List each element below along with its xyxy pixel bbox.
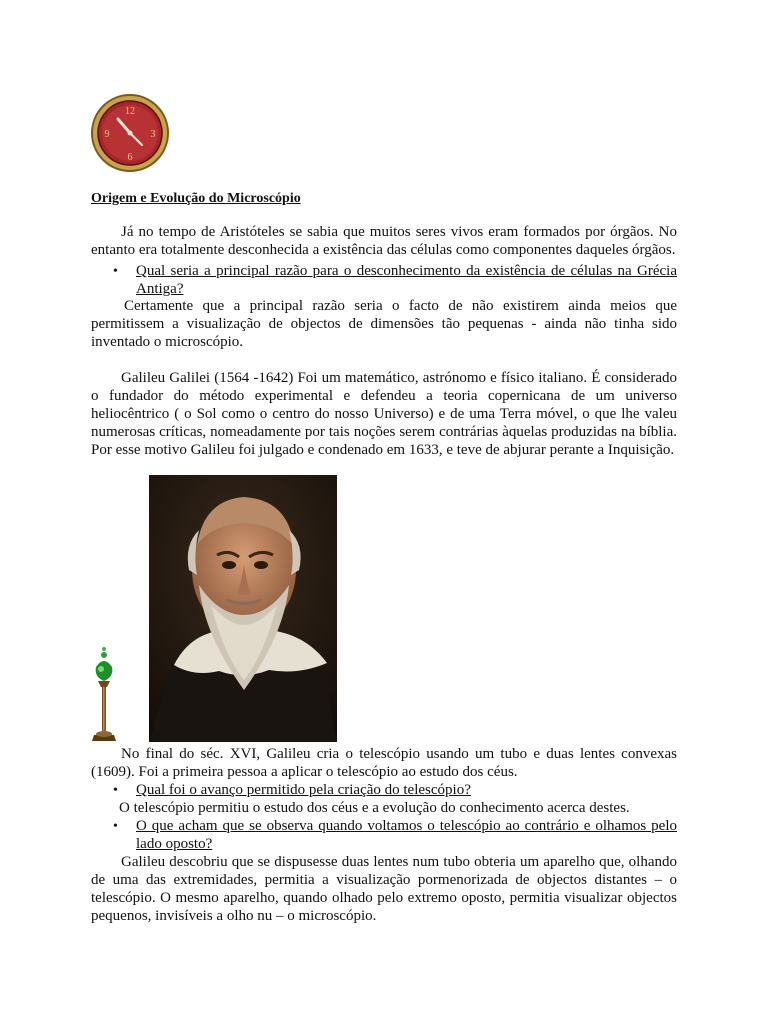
bullet-3: • <box>113 819 118 834</box>
paragraph-galileu: Galileu Galilei (1564 -1642) Foi um matemático, astrónomo e físico italiano. É considerado o fundador do método experimental e defendeu a teoria copernicana de um universo heliocêntrico ( o Sol como o centro do nosso Universo) e de uma Terra móvel, o que lhe valeu numerosas críticas, nomeadamente por tais noções serem contrárias àquelas produzidas na bíblia. Por esse motivo Galileu foi julgado e condenado em 1633, e teve de abjurar perante a Inquisição. <box>91 370 677 458</box>
clock-numeral-12: 12 <box>125 106 135 117</box>
question-oposto: O que acham que se observa quando voltamos o telescópio ao contrário e olhamos pelo lado oposto? <box>136 818 677 852</box>
galileo-portrait-image <box>149 475 337 742</box>
paragraph-telescopio: No final do séc. XVI, Galileu cria o telescópio usando um tubo e duas lentes convexas (1609). Foi a primeira pessoa a aplicar o telescópio ao estudo dos céus. <box>91 746 677 780</box>
clock-numeral-6: 6 <box>127 152 133 163</box>
lamp-icon <box>88 645 120 743</box>
paragraph-microscopio: Galileu descobriu que se dispusesse duas lentes num tubo obteria um aparelho que, olhando de uma das extremidades, permitia a visualização pormenorizada de objectos distantes – o telescópio. O mesmo aparelho, quando olhado pelo extremo oposto, permitia visualizar objectos pequenos, invisíveis a olho nu – o microscópio. <box>91 854 677 924</box>
bullet-1: • <box>113 264 118 279</box>
question-grecia: Qual seria a principal razão para o desconhecimento da existência de células na Grécia Antiga? <box>136 263 677 297</box>
bullet-2: • <box>113 783 118 798</box>
clock-icon <box>90 93 170 173</box>
answer-grecia: Certamente que a principal razão seria o facto de não existirem ainda meios que permitissem a visualização de objectos de dimensões tão pequenas - ainda não tinha sido inventado o microscópio. <box>91 298 677 350</box>
clock-numeral-3: 3 <box>150 129 156 140</box>
clock-numeral-9: 9 <box>104 129 110 140</box>
question-avanco: Qual foi o avanço permitido pela criação do telescópio? <box>136 782 471 798</box>
document-title: Origem e Evolução do Microscópio <box>91 191 301 206</box>
answer-avanco: O telescópio permitiu o estudo dos céus e a evolução do conhecimento acerca destes. <box>119 800 630 816</box>
paragraph-aristoteles: Já no tempo de Aristóteles se sabia que muitos seres vivos eram formados por órgãos. No entanto era totalmente desconhecida a existência das células como componentes daqueles órgãos. <box>91 224 677 258</box>
